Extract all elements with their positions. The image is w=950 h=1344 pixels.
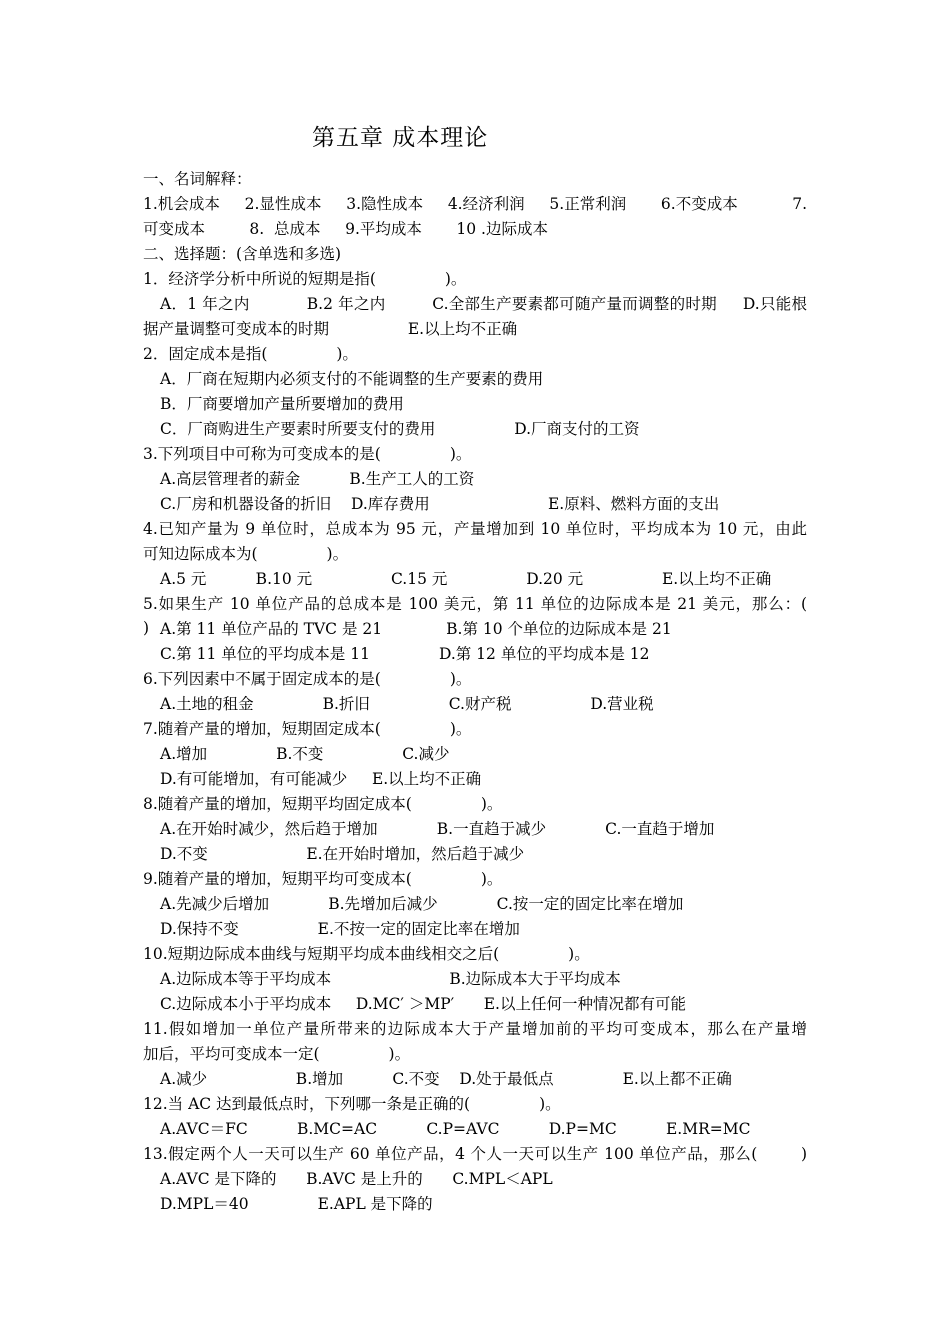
text-line: 据产量调整可变成本的时期 E.以上均不正确 [143, 320, 518, 338]
text-line: 2．固定成本是指( )。 [143, 345, 358, 363]
text-line: 3.下列项目中可称为可变成本的是( )。 [143, 445, 472, 463]
text-line: 11.假如增加一单位产量所带来的边际成本大于产量增加前的平均可变成本，那么在产量增 [143, 1020, 807, 1038]
text-line: A.AVC 是下降的 B.AVC 是上升的 C.MPL＜APL [160, 1170, 553, 1188]
text-line: 4.已知产量为 9 单位时，总成本为 95 元，产量增加到 10 单位时，平均成本为 10 元，由此 [143, 520, 807, 538]
text-line: A．厂商在短期内必须支付的不能调整的生产要素的费用 [160, 370, 544, 388]
text-line: 6.下列因素中不属于固定成本的是( )。 [143, 670, 472, 688]
text-line: D.不变 E.在开始时增加，然后趋于减少 [160, 845, 525, 863]
text-line: 12.当 AC 达到最低点时，下列哪一条是正确的( )。 [143, 1095, 561, 1113]
text-line: 5.如果生产 10 单位产品的总成本是 100 美元，第 11 单位的边际成本是 21 美元，那么：( ) [143, 595, 857, 637]
text-line: A.第 11 单位产品的 TVC 是 21 B.第 10 个单位的边际成本是 21 [160, 620, 672, 638]
text-line: C.第 11 单位的平均成本是 11 D.第 12 单位的平均成本是 12 [160, 645, 650, 663]
text-line: A.土地的租金 B.折旧 C.财产税 D.营业税 [160, 695, 654, 713]
text-line: 13.假定两个人一天可以生产 60 单位产品，4 个人一天可以生产 100 单位产品，那么( ) [143, 1145, 807, 1163]
text-line: 1．经济学分析中所说的短期是指( )。 [143, 270, 467, 288]
text-line: 9.随着产量的增加，短期平均可变成本( )。 [143, 870, 503, 888]
text-line: B．厂商要增加产量所要增加的费用 [160, 395, 404, 413]
text-line: 可变成本 8. 总成本 9.平均成本 10 .边际成本 [143, 220, 548, 238]
chapter-title: 第五章 成本理论 [312, 125, 489, 151]
text-line: D.保持不变 E.不按一定的固定比率在增加 [160, 920, 520, 938]
text-line: C.边际成本小于平均成本 D.MC′ ＞MP′ E.以上任何一种情况都有可能 [160, 995, 686, 1013]
text-line: 加后，平均可变成本一定( )。 [143, 1045, 411, 1063]
text-line: 二、选择题：(含单选和多选) [143, 245, 342, 263]
text-line: 一、名词解释： [143, 170, 252, 188]
text-line: C.厂房和机器设备的折旧 D.库存费用 E.原料、燃料方面的支出 [160, 495, 720, 513]
text-line: 7.随着产量的增加，短期固定成本( )。 [143, 720, 472, 738]
text-line: D.MPL＝40 E.APL 是下降的 [160, 1195, 433, 1213]
text-line: 1.机会成本 2.显性成本 3.隐性成本 4.经济利润 5.正常利润 6.不变成本 7. [143, 195, 807, 213]
text-line: A.边际成本等于平均成本 B.边际成本大于平均成本 [160, 970, 621, 988]
text-line: A．1 年之内 B.2 年之内 C.全部生产要素都可随产量而调整的时期 D.只能根 [160, 295, 807, 313]
text-line: A.在开始时减少，然后趋于增加 B.一直趋于减少 C.一直趋于增加 [160, 820, 715, 838]
text-line: 可知边际成本为( )。 [143, 545, 349, 563]
text-line: 8.随着产量的增加，短期平均固定成本( )。 [143, 795, 503, 813]
text-line: A.增加 B.不变 C.减少 [160, 745, 450, 763]
text-line: D.有可能增加，有可能减少 E.以上均不正确 [160, 770, 482, 788]
text-line: 10.短期边际成本曲线与短期平均成本曲线相交之后( )。 [143, 945, 590, 963]
text-line: A.减少 B.增加 C.不变 D.处于最低点 E.以上都不正确 [160, 1070, 732, 1088]
text-line: A.5 元 B.10 元 C.15 元 D.20 元 E.以上均不正确 [160, 570, 772, 588]
text-line: C．厂商购进生产要素时所要支付的费用 D.厂商支付的工资 [160, 420, 640, 438]
text-line: A.AVC＝FC B.MC=AC C.P=AVC D.P=MC E.MR=MC [160, 1120, 751, 1138]
text-line: A.高层管理者的薪金 B.生产工人的工资 [160, 470, 475, 488]
text-line: A.先减少后增加 B.先增加后减少 C.按一定的固定比率在增加 [160, 895, 684, 913]
